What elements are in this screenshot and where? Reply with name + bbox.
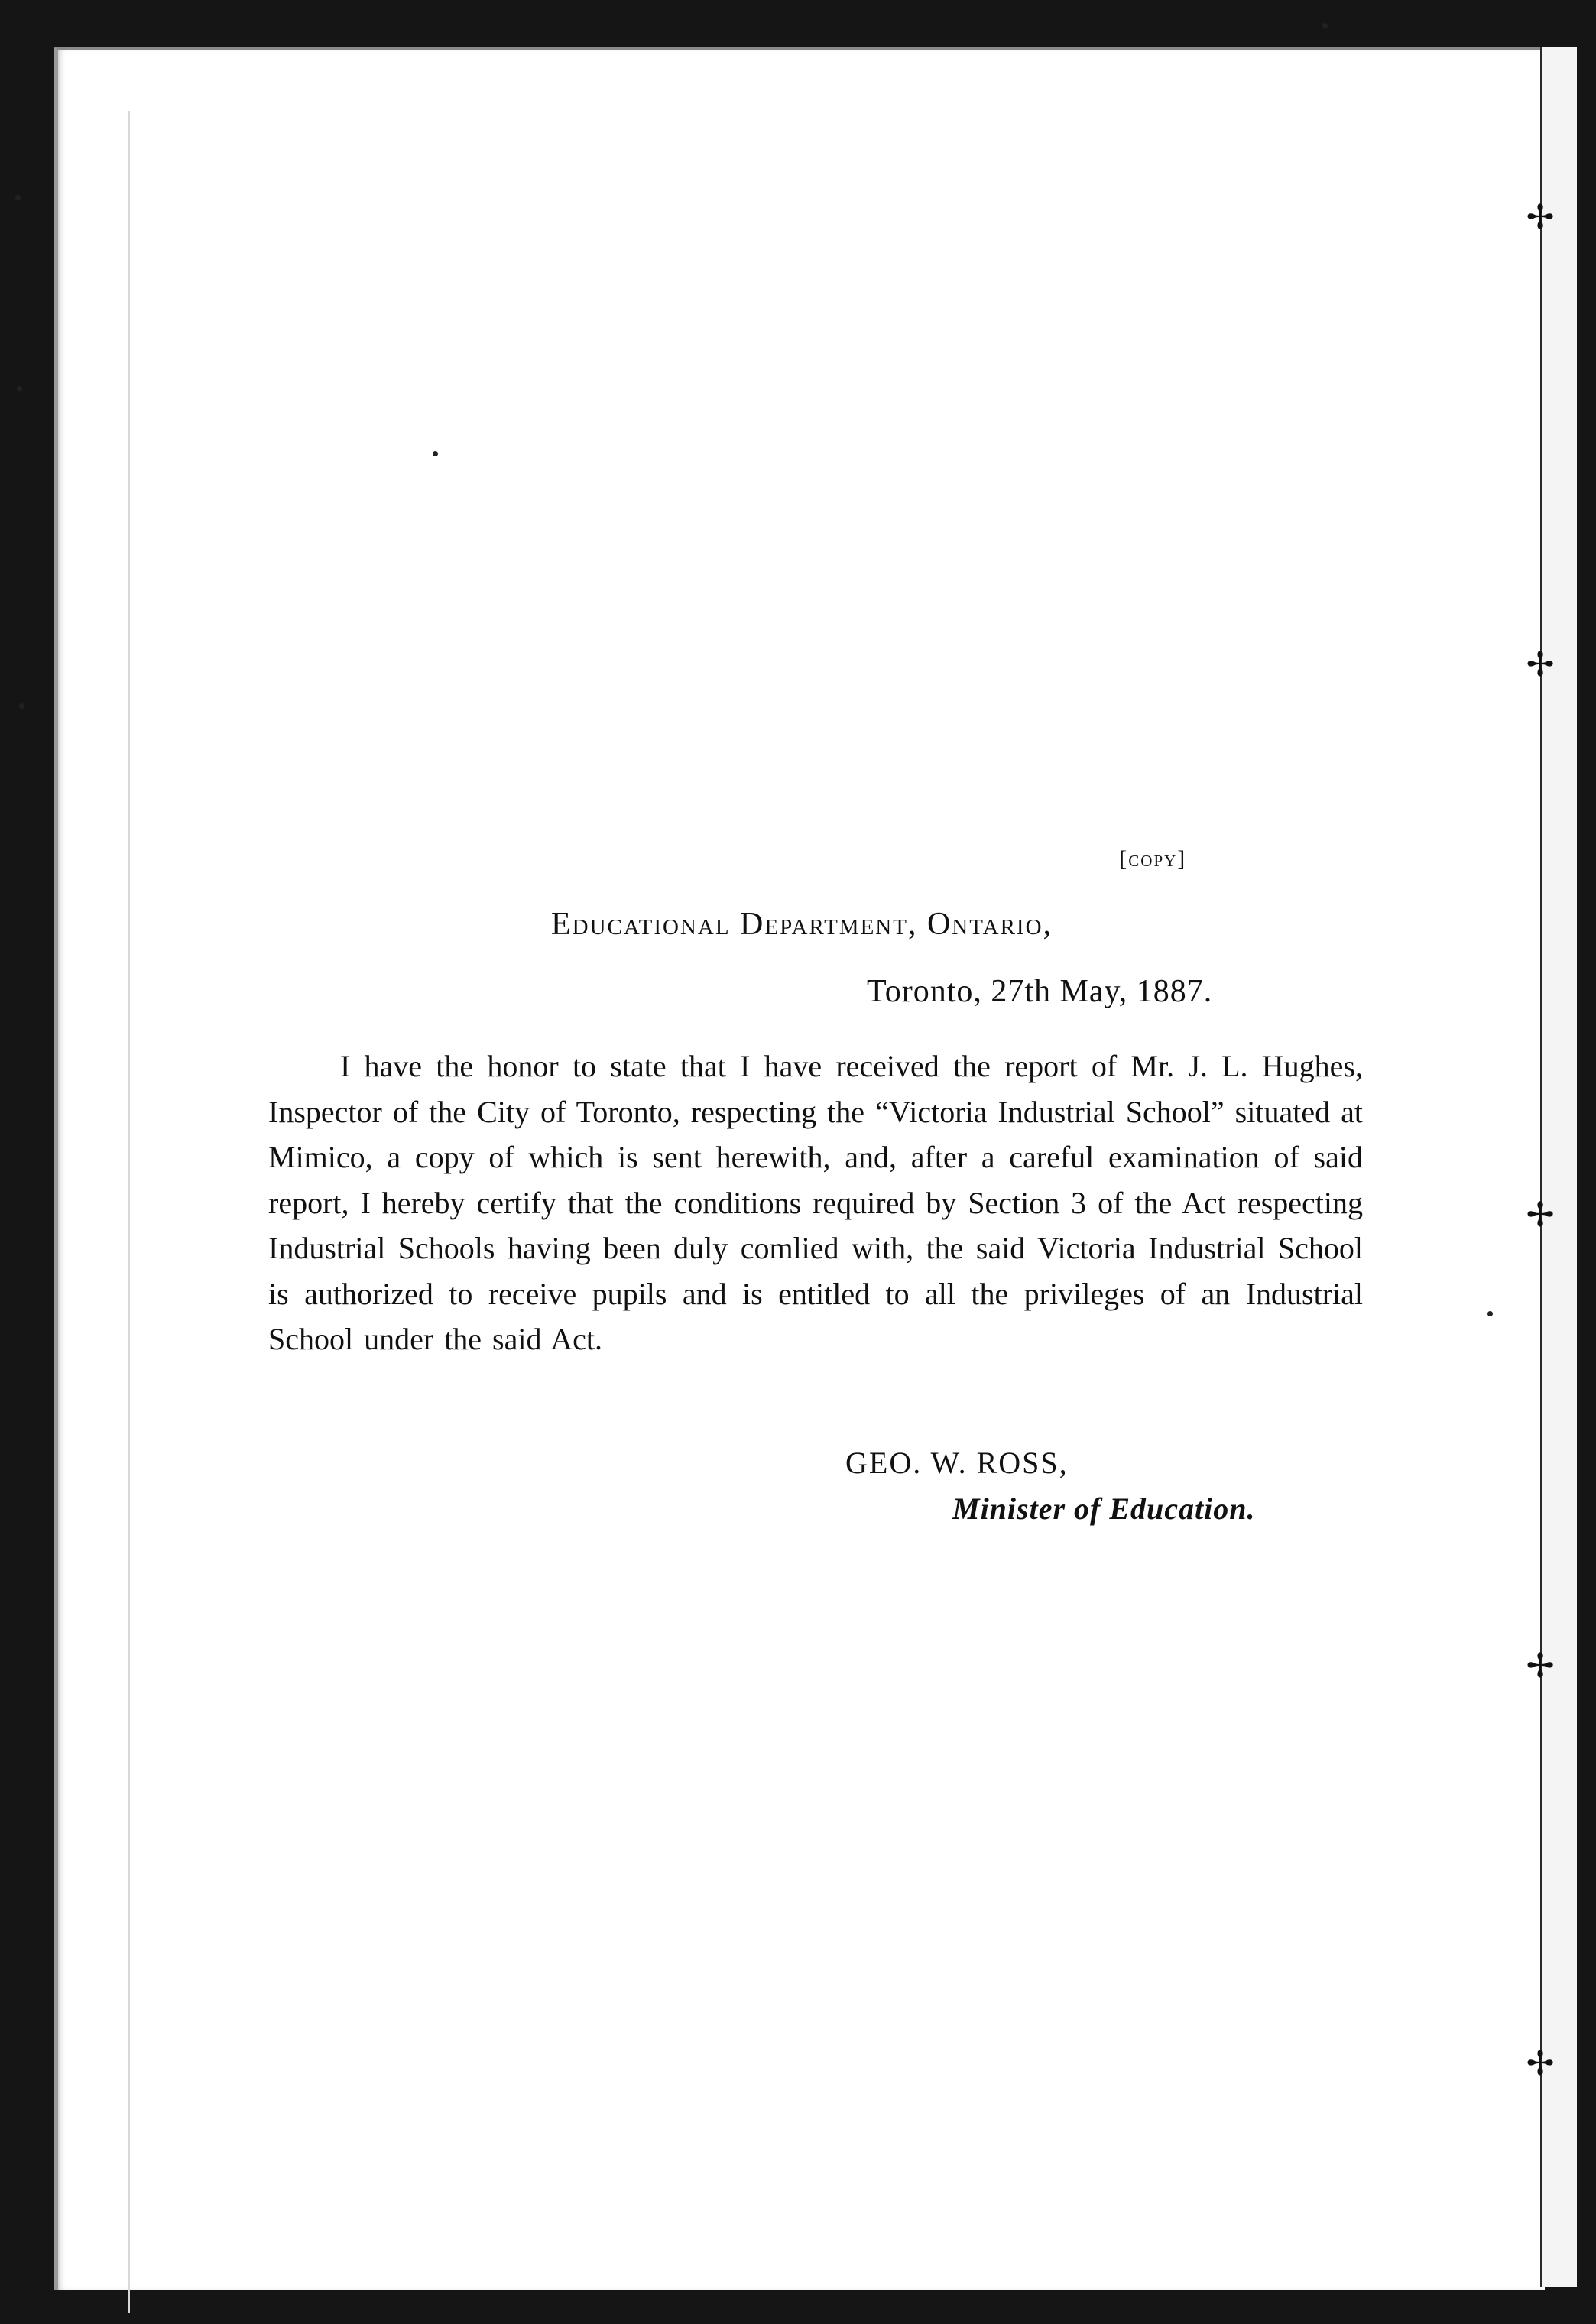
ink-speck (15, 195, 21, 200)
ink-speck (1487, 1311, 1493, 1316)
department-heading: Educational Department, Ontario, (551, 907, 1053, 942)
page-edge (1540, 47, 1577, 2287)
ink-speck (19, 703, 24, 709)
copy-mark (58, 846, 1545, 872)
signature-title: Minister of Education. (952, 1491, 1256, 1526)
copy-mark-text: [copy] (1119, 846, 1187, 872)
binding-stitch-icon: ✢ (1526, 1196, 1555, 1235)
binding-gutter (128, 111, 130, 2313)
binding-stitch-icon: ✢ (1526, 1647, 1555, 1686)
binding-stitch-icon: ✢ (1526, 2044, 1555, 2083)
ink-speck (17, 386, 22, 391)
date-line: Toronto, 27th May, 1887. (867, 974, 1213, 1009)
document-page (54, 47, 1545, 2290)
binding-stitch-icon: ✢ (1526, 198, 1555, 237)
letter-body: I have the honor to state that I have received the report of Mr. J. L. Hughes, Inspector of the City of Toronto, respecting the “Victoria Industrial School” situated at Mimico, a copy of which is sent herewith, and, after a careful examination of said report, I hereby certify that the conditions required by Section 3 of the Act respecting Industrial Schools having been duly comlied with, the said Victoria Industrial School is authorized to receive pupils and is entitled to all the privileges of an Industrial School under the said Act. (268, 1049, 1363, 1356)
ink-speck (433, 451, 438, 456)
binding-stitch-icon: ✢ (1526, 645, 1555, 684)
ink-speck (1322, 23, 1328, 28)
signature-name: GEO. W. ROSS, (845, 1446, 1069, 1480)
